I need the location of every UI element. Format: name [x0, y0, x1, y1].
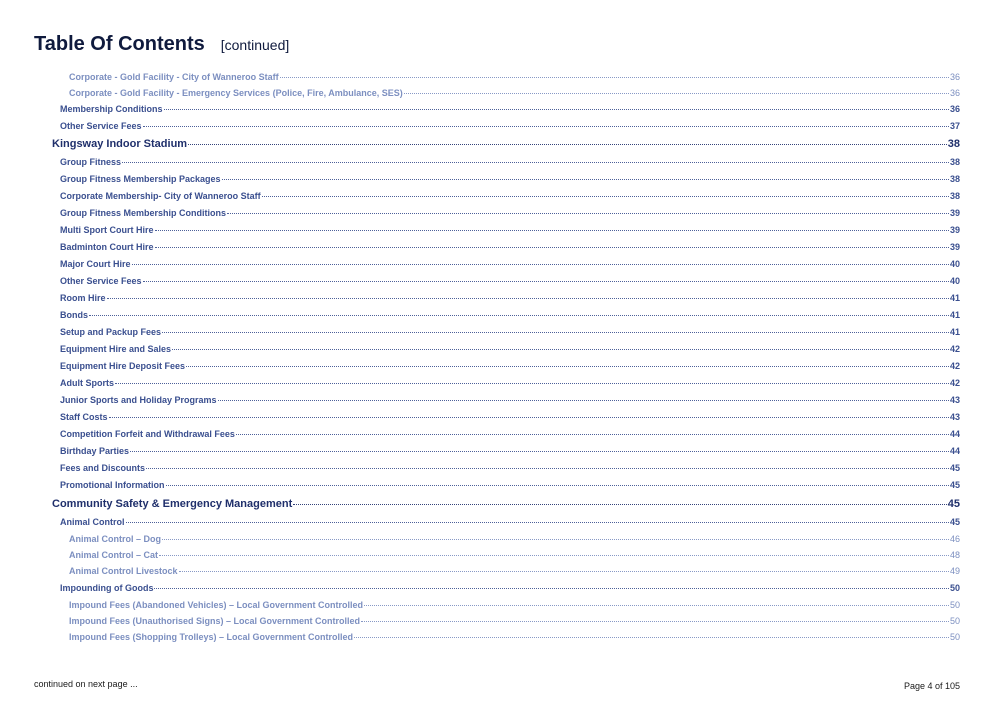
toc-entry-page: 39: [949, 208, 960, 218]
toc-entry-page: 45: [947, 498, 960, 510]
toc-entry[interactable]: [60, 208, 960, 218]
toc-entry[interactable]: [60, 446, 960, 456]
toc-entry-page: 41: [949, 310, 960, 320]
toc-entry[interactable]: [60, 327, 960, 337]
toc-leader-dots: [188, 144, 947, 145]
toc-entry[interactable]: [60, 225, 960, 235]
toc-entry-label: Impound Fees (Unauthorised Signs) – Local Government Controlled: [69, 616, 361, 626]
toc-entry-page: 38: [949, 191, 960, 201]
toc-entry-label: Multi Sport Court Hire: [60, 225, 154, 235]
toc-entry[interactable]: [69, 600, 960, 610]
toc-entry[interactable]: [60, 259, 960, 269]
toc-entry-label: Junior Sports and Holiday Programs: [60, 395, 217, 405]
toc-entry-page: 37: [949, 121, 960, 131]
toc-entry[interactable]: [60, 191, 960, 201]
toc-leader-dots: [179, 571, 949, 572]
toc-leader-dots: [172, 349, 949, 350]
toc-entry-label: Equipment Hire and Sales: [60, 344, 172, 354]
toc-entry-page: 44: [949, 446, 960, 456]
toc-entry-label: Other Service Fees: [60, 276, 142, 286]
page-title: Table Of Contents: [34, 33, 205, 55]
toc-entry-page: 40: [949, 259, 960, 269]
toc-leader-dots: [293, 504, 947, 505]
toc-entry-page: 41: [949, 327, 960, 337]
page-header: [34, 33, 289, 56]
toc-entry-page: 45: [949, 480, 960, 490]
toc-entry-label: Animal Control – Cat: [69, 550, 159, 560]
toc-entry-label: Promotional Information: [60, 480, 165, 490]
toc-entry[interactable]: [60, 412, 960, 422]
toc-leader-dots: [154, 588, 949, 589]
toc-entry-page: 42: [949, 361, 960, 371]
page-number: Page 4 of 105: [903, 681, 960, 691]
toc-entry[interactable]: [60, 276, 960, 286]
toc-leader-dots: [236, 434, 949, 435]
toc-entry-label: Animal Control – Dog: [69, 534, 161, 544]
toc-entry[interactable]: [69, 534, 960, 544]
toc-entry-label: Corporate Membership- City of Wanneroo Staff: [60, 191, 261, 201]
toc-entry-page: 38: [947, 138, 960, 150]
toc-leader-dots: [126, 522, 949, 523]
toc-leader-dots: [143, 126, 949, 127]
toc-leader-dots: [162, 332, 949, 333]
toc-leader-dots: [122, 162, 949, 163]
toc-entry-page: 45: [949, 463, 960, 473]
toc-leader-dots: [143, 281, 949, 282]
toc-entry[interactable]: [60, 104, 960, 114]
toc-entry[interactable]: [52, 138, 960, 150]
toc-entry-page: 41: [949, 293, 960, 303]
toc-entry-label: Group Fitness Membership Conditions: [60, 208, 227, 218]
toc-entry-page: 39: [949, 225, 960, 235]
toc-entry-label: Fees and Discounts: [60, 463, 146, 473]
toc-entry-label: Impound Fees (Shopping Trolleys) – Local Government Controlled: [69, 632, 354, 642]
toc-leader-dots: [155, 247, 949, 248]
toc-entry-page: 36: [949, 72, 960, 82]
toc-entry-page: 38: [949, 174, 960, 184]
toc-entry[interactable]: [69, 616, 960, 626]
toc-leader-dots: [280, 77, 949, 78]
toc-entry[interactable]: [69, 632, 960, 642]
toc-entry-page: 42: [949, 344, 960, 354]
toc-entry-label: Setup and Packup Fees: [60, 327, 162, 337]
toc-entry-page: 44: [949, 429, 960, 439]
toc-entry-label: Competition Forfeit and Withdrawal Fees: [60, 429, 235, 439]
page-subtitle: [continued]: [220, 37, 290, 53]
toc-leader-dots: [132, 264, 949, 265]
toc-entry-page: 36: [949, 104, 960, 114]
toc-entry[interactable]: [60, 242, 960, 252]
toc-entry-page: 50: [949, 616, 960, 626]
toc-entry-label: Bonds: [60, 310, 88, 320]
toc-entry-label: Kingsway Indoor Stadium: [52, 138, 188, 150]
toc-entry-label: Staff Costs: [60, 412, 108, 422]
toc-entry[interactable]: [60, 174, 960, 184]
toc-entry[interactable]: [60, 157, 960, 167]
continued-note: continued on next page ...: [34, 679, 138, 689]
toc-leader-dots: [109, 417, 949, 418]
toc-entry-page: 36: [949, 88, 960, 98]
toc-entry[interactable]: [60, 361, 960, 371]
toc-entry[interactable]: [69, 88, 960, 98]
toc-entry[interactable]: [52, 498, 960, 510]
toc-entry-label: Group Fitness Membership Packages: [60, 174, 221, 184]
toc-leader-dots: [159, 555, 949, 556]
toc-entry-label: Corporate - Gold Facility - City of Wanneroo Staff: [69, 72, 279, 82]
toc-entry-label: Adult Sports: [60, 378, 114, 388]
toc-entry-label: Impounding of Goods: [60, 583, 154, 593]
toc-leader-dots: [404, 93, 949, 94]
toc-leader-dots: [155, 230, 949, 231]
toc-entry-page: 39: [949, 242, 960, 252]
toc-entry-page: 46: [949, 534, 960, 544]
toc-entry[interactable]: [60, 344, 960, 354]
toc-leader-dots: [222, 179, 949, 180]
toc-entry-page: 50: [949, 632, 960, 642]
toc-entry-page: 40: [949, 276, 960, 286]
toc-entry-page: 43: [949, 395, 960, 405]
toc-entry-label: Group Fitness: [60, 157, 122, 167]
toc-entry-label: Room Hire: [60, 293, 106, 303]
toc-entry-label: Impound Fees (Abandoned Vehicles) – Local Government Controlled: [69, 600, 364, 610]
toc-leader-dots: [364, 605, 949, 606]
toc-leader-dots: [164, 109, 949, 110]
toc-leader-dots: [146, 468, 949, 469]
toc-leader-dots: [162, 539, 949, 540]
toc-leader-dots: [107, 298, 949, 299]
toc-entry[interactable]: [60, 429, 960, 439]
toc-leader-dots: [354, 637, 949, 638]
toc-entry[interactable]: [60, 517, 960, 527]
toc-leader-dots: [186, 366, 949, 367]
toc-entry[interactable]: [60, 293, 960, 303]
toc-entry[interactable]: [60, 583, 960, 593]
toc-entry-page: 42: [949, 378, 960, 388]
toc-leader-dots: [218, 400, 949, 401]
toc-entry-page: 43: [949, 412, 960, 422]
toc-entry-label: Other Service Fees: [60, 121, 142, 131]
toc-entry-label: Community Safety & Emergency Management: [52, 498, 293, 510]
toc-leader-dots: [89, 315, 949, 316]
toc-entry-label: Membership Conditions: [60, 104, 163, 114]
toc-entry-label: Equipment Hire Deposit Fees: [60, 361, 186, 371]
toc-entry-page: 50: [949, 583, 960, 593]
toc-leader-dots: [262, 196, 949, 197]
toc-entry[interactable]: [69, 72, 960, 82]
toc-leader-dots: [227, 213, 949, 214]
toc-entry[interactable]: [60, 395, 960, 405]
toc-entry-page: 49: [949, 566, 960, 576]
toc-entry[interactable]: [60, 121, 960, 131]
toc-entry[interactable]: [69, 550, 960, 560]
toc-entry[interactable]: [60, 378, 960, 388]
toc-entry-label: Animal Control Livestock: [69, 566, 178, 576]
toc-leader-dots: [130, 451, 949, 452]
toc-entry-label: Animal Control: [60, 517, 125, 527]
toc-entry[interactable]: [69, 566, 960, 576]
toc-entry-label: Corporate - Gold Facility - Emergency Services (Police, Fire, Ambulance, SES): [69, 88, 403, 98]
toc-leader-dots: [361, 621, 949, 622]
toc-entry-page: 48: [949, 550, 960, 560]
toc-entry-page: 38: [949, 157, 960, 167]
toc-entry-label: Birthday Parties: [60, 446, 130, 456]
toc-entry-label: Major Court Hire: [60, 259, 131, 269]
toc-entry-page: 45: [949, 517, 960, 527]
toc-entry-page: 50: [949, 600, 960, 610]
toc-entry-label: Badminton Court Hire: [60, 242, 154, 252]
toc-entry[interactable]: [60, 480, 960, 490]
toc-leader-dots: [166, 485, 949, 486]
toc-leader-dots: [115, 383, 949, 384]
toc-entry[interactable]: [60, 310, 960, 320]
toc-entry[interactable]: [60, 463, 960, 473]
